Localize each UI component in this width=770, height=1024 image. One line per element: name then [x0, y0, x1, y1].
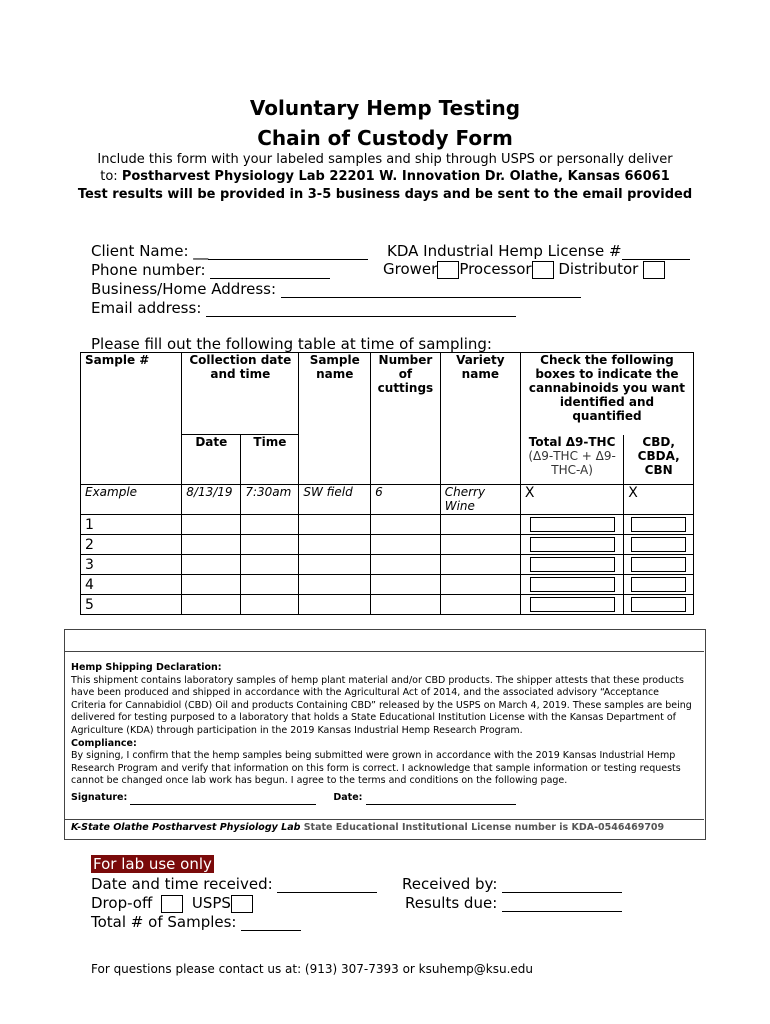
thc-cell	[520, 575, 623, 595]
processor-label: Processor	[459, 260, 532, 278]
thc-cell	[520, 595, 623, 615]
thc-checkbox[interactable]	[530, 517, 615, 532]
col-sample-name: Sample name	[299, 353, 371, 485]
variety-cell[interactable]	[440, 535, 520, 555]
time-cell[interactable]	[241, 575, 299, 595]
table-row	[81, 555, 694, 575]
thc-checkbox[interactable]	[530, 537, 615, 552]
processor-checkbox[interactable]	[532, 261, 554, 279]
date-received-label: Date and time received:	[91, 875, 273, 893]
table-row	[81, 575, 694, 595]
cbd-cell	[624, 535, 694, 555]
phone-label: Phone number:	[91, 261, 206, 279]
row-number: 4	[81, 575, 182, 595]
col-variety: Variety name	[440, 353, 520, 485]
col-cannabinoids: Check the following boxes to indicate the cannabinoids you want identified and quantified	[520, 353, 693, 435]
received-by-label: Received by:	[402, 875, 498, 893]
cuttings-cell[interactable]	[371, 515, 441, 535]
example-date: 8/13/19	[182, 485, 241, 515]
table-intro: Please fill out the following table at time of sampling:	[91, 335, 492, 353]
form-title-line1: Voluntary Hemp Testing	[249, 96, 521, 120]
row-number: 1	[81, 515, 182, 535]
license-label: KDA Industrial Hemp License #	[387, 242, 622, 260]
name-cell[interactable]	[299, 535, 371, 555]
table-row	[81, 595, 694, 615]
grower-checkbox[interactable]	[437, 261, 459, 279]
variety-cell[interactable]	[440, 515, 520, 535]
license-number: State Educational Institutional License number is KDA-0546469709	[303, 822, 665, 833]
declaration-top-row	[64, 629, 704, 652]
time-cell[interactable]	[241, 515, 299, 535]
thc-note: (Δ9-THC + Δ9-THC-A)	[528, 448, 616, 477]
example-time: 7:30am	[241, 485, 299, 515]
distributor-label: Distributor	[558, 260, 639, 278]
example-label: Example	[81, 485, 182, 515]
lab-use-heading: For lab use only	[93, 855, 212, 873]
compliance-heading: Compliance:	[71, 737, 137, 749]
date-cell[interactable]	[182, 595, 241, 615]
time-cell[interactable]	[241, 595, 299, 615]
date-received-field[interactable]	[277, 878, 377, 893]
col-sample-number: Sample #	[81, 353, 182, 485]
col-thc	[520, 435, 623, 485]
total-samples-row	[91, 913, 301, 931]
license-row	[387, 242, 690, 260]
time-cell[interactable]	[241, 555, 299, 575]
table-header-row	[81, 353, 694, 435]
col-cbd: CBD, CBDA, CBN	[624, 435, 694, 485]
distributor-checkbox[interactable]	[643, 261, 665, 279]
row-number: 5	[81, 595, 182, 615]
cbd-cell	[624, 515, 694, 535]
results-note: Test results will be provided in 3-5 business days and be sent to the email provided	[77, 187, 693, 202]
received-by-field[interactable]	[502, 878, 622, 893]
address-row	[91, 280, 581, 298]
usps-checkbox[interactable]	[231, 895, 253, 913]
total-samples-label: Total # of Samples:	[91, 913, 237, 931]
client-name-row	[91, 242, 368, 260]
cbd-cell	[624, 595, 694, 615]
dropoff-label: Drop-off	[91, 894, 153, 912]
cbd-checkbox[interactable]	[631, 597, 686, 612]
intro-text: Include this form with your labeled samples and ship through USPS or personally deliver	[97, 152, 673, 167]
col-date: Date	[182, 435, 241, 485]
date-cell[interactable]	[182, 515, 241, 535]
declaration-text	[71, 662, 697, 805]
variety-cell[interactable]	[440, 595, 520, 615]
example-cuttings: 6	[371, 485, 441, 515]
compliance-body: By signing, I confirm that the hemp samples being submitted were grown in accordance with the 2019 Kansas Industrial Hemp Research Program and verify that information on this form is correct. I acknowledge that sample information or testing requests cannot be changed once lab work has begun. I agree to the terms and conditions on the following page.	[71, 750, 681, 787]
address-field[interactable]	[281, 283, 581, 298]
example-thc-mark: X	[520, 485, 623, 515]
form-title-line2: Chain of Custody Form	[257, 126, 513, 150]
table-row	[81, 535, 694, 555]
dropoff-checkbox[interactable]	[161, 895, 183, 913]
results-due-row	[405, 894, 622, 912]
cbd-checkbox[interactable]	[631, 517, 686, 532]
results-due-field[interactable]	[502, 897, 622, 912]
declaration-footer	[71, 822, 664, 833]
client-name-label: Client Name: __	[91, 242, 209, 260]
variety-cell[interactable]	[440, 555, 520, 575]
phone-row	[91, 261, 330, 279]
grower-label: Grower	[383, 260, 438, 278]
date-cell[interactable]	[182, 535, 241, 555]
email-label: Email address:	[91, 299, 202, 317]
received-by-row	[402, 875, 622, 893]
example-row	[81, 485, 694, 515]
col-collection: Collection date and time	[182, 353, 299, 435]
delivery-method-row	[91, 894, 253, 913]
time-cell[interactable]	[241, 535, 299, 555]
signature-field[interactable]	[130, 794, 316, 805]
thc-checkbox[interactable]	[530, 597, 615, 612]
col-time: Time	[241, 435, 299, 485]
example-cbd-mark: X	[624, 485, 694, 515]
row-number: 2	[81, 535, 182, 555]
example-variety: Cherry Wine	[440, 485, 520, 515]
signature-row	[71, 792, 697, 805]
intro-address-line	[0, 169, 770, 184]
address-label: Business/Home Address:	[91, 280, 277, 298]
intro-to: to:	[100, 169, 122, 184]
signature-date-field[interactable]	[366, 794, 516, 805]
col-cuttings: Number of cuttings	[371, 353, 441, 485]
name-cell[interactable]	[299, 575, 371, 595]
cbd-checkbox[interactable]	[631, 537, 686, 552]
role-row	[383, 260, 665, 279]
thc-checkbox[interactable]	[530, 577, 615, 592]
thc-checkbox[interactable]	[530, 557, 615, 572]
declaration-footer-divider	[64, 819, 704, 820]
name-cell[interactable]	[299, 555, 371, 575]
name-cell[interactable]	[299, 595, 371, 615]
email-row	[91, 299, 516, 317]
cbd-checkbox[interactable]	[631, 557, 686, 572]
license-field[interactable]	[622, 245, 690, 260]
example-name: SW field	[299, 485, 371, 515]
table-row	[81, 515, 694, 535]
cuttings-cell[interactable]	[371, 535, 441, 555]
date-label: Date:	[333, 791, 363, 803]
client-name-field[interactable]	[208, 245, 368, 260]
phone-field[interactable]	[210, 264, 330, 279]
date-received-row	[91, 875, 377, 893]
results-due-label: Results due:	[405, 894, 498, 912]
declaration-heading: Hemp Shipping Declaration:	[71, 662, 222, 673]
name-cell[interactable]	[299, 515, 371, 535]
cbd-cell	[624, 555, 694, 575]
lab-name: K-State Olathe Postharvest Physiology Lab	[71, 822, 301, 833]
sample-table	[80, 352, 694, 615]
declaration-body: This shipment contains laboratory samples of hemp plant material and/or CBD products. The shipper attests that these products have been produced and shipped in accordance with the Agricultural Act of 2014, and the associated advisory “Acceptance Criteria for Cannabidiol (CBD) Oil and products Containing CBD” released by the USPS on March 4, 2019. These samples are being delivered for testing purposed to a laboratory that holds a State Educational Institution License with the Kansas Department of Agriculture (KDA) through participation in the 2019 Kansas Industrial Hemp Research Program.	[71, 674, 692, 736]
lab-address: Postharvest Physiology Lab 22201 W. Innovation Dr. Olathe, Kansas 66061	[121, 169, 670, 184]
variety-cell[interactable]	[440, 575, 520, 595]
usps-label: USPS	[191, 894, 231, 912]
row-number: 3	[81, 555, 182, 575]
cuttings-cell[interactable]	[371, 555, 441, 575]
cuttings-cell[interactable]	[371, 575, 441, 595]
cuttings-cell[interactable]	[371, 595, 441, 615]
contact-info: For questions please contact us at: (913) 307-7393 or ksuhemp@ksu.edu	[91, 962, 534, 976]
total-samples-field[interactable]	[241, 916, 301, 931]
email-field[interactable]	[206, 302, 516, 317]
thc-cell	[520, 515, 623, 535]
thc-cell	[520, 555, 623, 575]
date-cell[interactable]	[182, 555, 241, 575]
cbd-checkbox[interactable]	[631, 577, 686, 592]
thc-label: Total Δ9-THC	[528, 434, 616, 449]
signature-label: Signature:	[71, 791, 128, 803]
cbd-cell	[624, 575, 694, 595]
date-cell[interactable]	[182, 575, 241, 595]
thc-cell	[520, 535, 623, 555]
